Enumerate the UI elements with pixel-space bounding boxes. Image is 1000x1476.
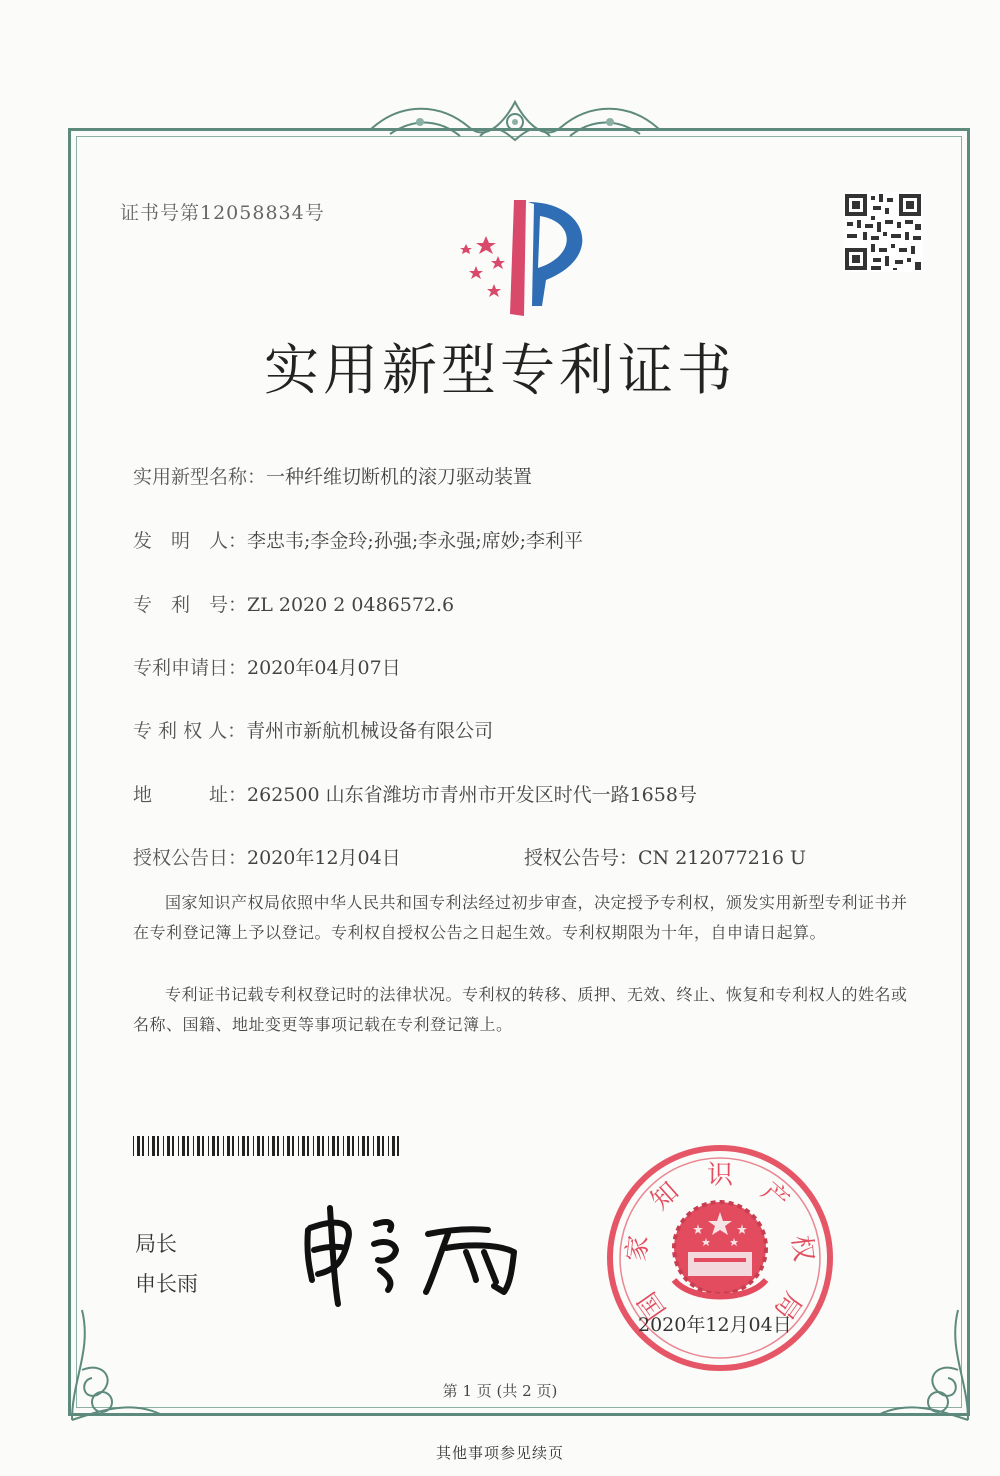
patentee-field	[133, 716, 493, 743]
utility-model-name-field	[133, 462, 532, 489]
utility-model-name-label: 实用新型名称：	[133, 466, 267, 488]
seal-date: 2020年12月04日	[638, 1314, 792, 1336]
inventors-value: 李忠韦;李金玲;孙强;李永强;席妙;李利平	[247, 530, 584, 552]
grant-announcement-date-value: 2020年12月04日	[247, 847, 401, 869]
inventors-field	[133, 526, 583, 553]
patentee-label: 专 利 权 人：	[133, 720, 247, 742]
official-seal	[602, 1140, 838, 1376]
grant-announcement-date-field	[133, 843, 401, 870]
application-date-value: 2020年04月07日	[247, 657, 401, 679]
seal-character: 知	[645, 1176, 685, 1217]
grant-announcement-number-label: 授权公告号：	[524, 847, 639, 869]
bottom-right-ornament	[868, 1290, 978, 1430]
seal-character: 局	[767, 1286, 808, 1325]
patent-office-logo	[436, 196, 606, 318]
application-date-field	[133, 653, 401, 680]
patentee-value: 青州市新航机械设备有限公司	[246, 720, 494, 742]
top-ornament	[360, 92, 670, 152]
signatory-name: 申长雨	[135, 1272, 198, 1296]
seal-character: 国	[632, 1286, 673, 1325]
grant-announcement-number-field	[524, 843, 806, 870]
seal-character: 产	[755, 1176, 795, 1217]
seal-character: 识	[706, 1160, 734, 1191]
certificate-number: 证书号第12058834号	[120, 202, 325, 224]
patent-number-field	[133, 590, 454, 617]
statement-paragraph-2: 专利证书记载专利权登记时的法律状况。专利权的转移、质押、无效、终止、恢复和专利权人的姓名或名称、国籍、地址变更等事项记载在专利登记簿上。	[133, 985, 908, 1034]
address-field	[133, 780, 697, 807]
inventors-label: 发 明 人：	[133, 530, 248, 552]
application-date-label: 专利申请日：	[133, 657, 248, 679]
grant-announcement-number-value: CN 212077216 U	[638, 847, 807, 869]
page-number: 第 1 页 (共 2 页)	[442, 1382, 558, 1400]
signatory-title: 局长	[135, 1232, 177, 1256]
seal-character: 家	[621, 1233, 655, 1264]
handwritten-signature	[298, 1200, 528, 1310]
utility-model-name-value: 一种纤维切断机的滚刀驱动装置	[266, 466, 533, 488]
qr-code	[843, 192, 923, 272]
statement-paragraph-1: 国家知识产权局依照中华人民共和国专利法经过初步审查，决定授予专利权，颁发实用新型专利证书并在专利登记簿上予以登记。专利权自授权公告之日起生效。专利权期限为十年，自申请日起算。	[133, 893, 908, 942]
seal-character: 权	[785, 1233, 819, 1264]
barcode	[133, 1136, 399, 1156]
footer-note: 其他事项参见续页	[435, 1444, 564, 1462]
address-value: 262500 山东省潍坊市青州市开发区时代一路1658号	[247, 784, 697, 806]
bottom-left-ornament	[62, 1290, 172, 1430]
patent-number-label: 专 利 号：	[133, 594, 248, 616]
patent-number-value: ZL 2020 2 0486572.6	[247, 594, 455, 616]
certificate-title: 实用新型专利证书	[263, 338, 736, 402]
address-label: 地 址：	[133, 784, 248, 806]
grant-announcement-date-label: 授权公告日：	[133, 847, 248, 869]
